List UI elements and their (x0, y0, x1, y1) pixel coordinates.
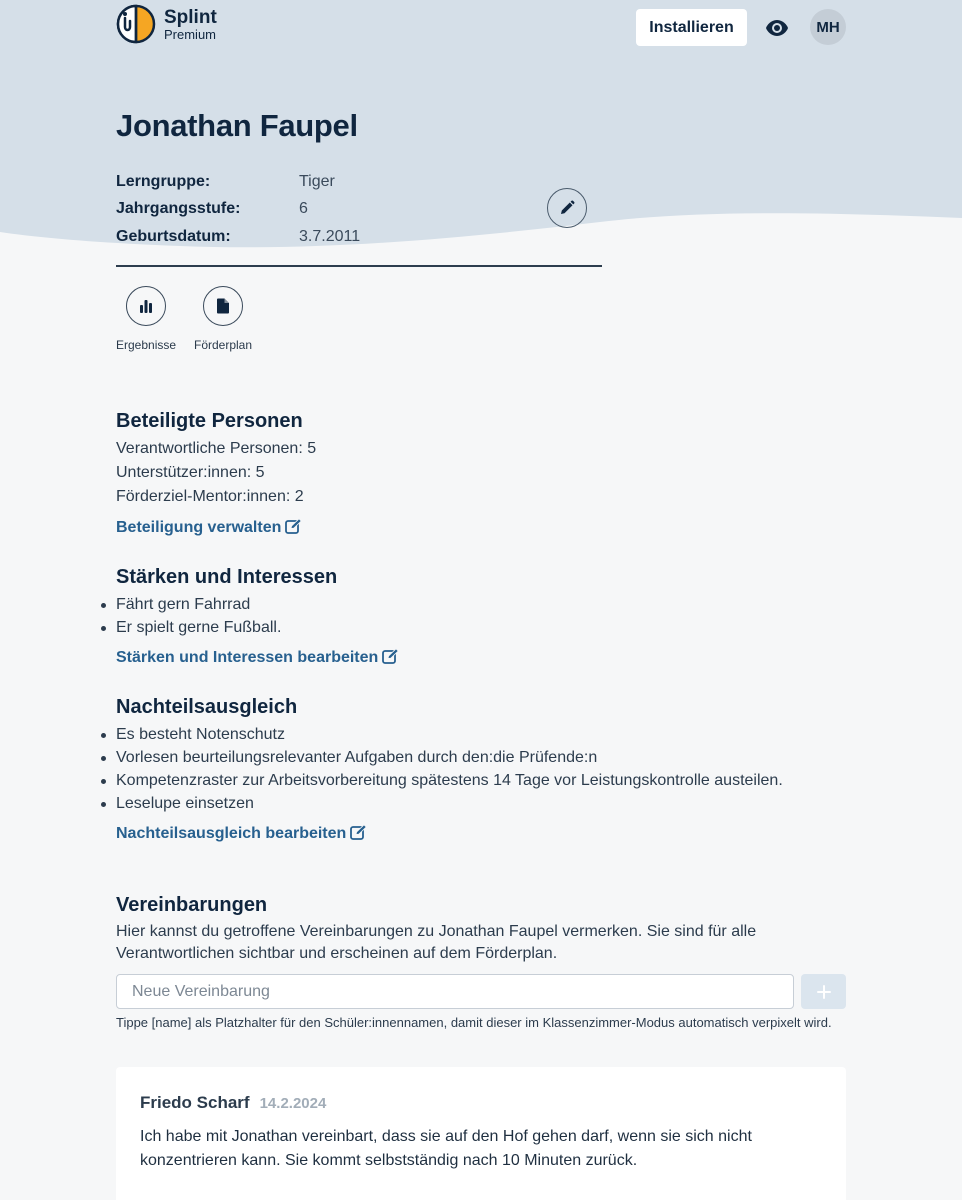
edit-square-icon (285, 518, 303, 535)
info-line: Verantwortliche Personen: 5 (116, 440, 317, 457)
student-details (116, 168, 360, 251)
edit-student-button[interactable] (547, 188, 587, 228)
list-item: Fährt gern Fahrrad (116, 593, 400, 616)
splint-logo-icon (116, 4, 156, 44)
brand-subtitle: Premium (164, 26, 217, 42)
placeholder-hint: Tippe [name] als Platzhalter für den Schüler:innennamen, damit dieser im Klassenzimmer-Modus automatisch verpixelt wird. (116, 1015, 832, 1030)
section-description: Hier kannst du getroffene Vereinbarungen zu Jonathan Faupel vermerken. Sie sind für alle Verantwortlichen sichtbar und erscheinen auf dem Förderplan. (116, 923, 757, 962)
action-label: Ergebnisse (116, 338, 177, 352)
plus-icon (817, 985, 831, 999)
section-title: Beteiligte Personen (116, 410, 303, 432)
detail-label: Lerngruppe: (116, 172, 211, 190)
info-line: Unterstützer:innen: 5 (116, 464, 265, 481)
agreement-text: Ich habe mit Jonathan vereinbart, dass sie auf den Hof gehen darf, wenn sie sich nicht konzentrieren kann. Sie kommt selbstständig nach 10 Minuten zurück. (140, 1128, 752, 1169)
agreement-card (116, 1067, 846, 1200)
app-logo[interactable] (116, 4, 217, 44)
detail-label: Geburtsdatum: (116, 227, 231, 245)
detail-label: Jahrgangsstufe: (116, 200, 241, 218)
list-item: Leselupe einsetzen (116, 792, 783, 815)
strengths-list (116, 593, 400, 639)
new-agreement-input[interactable] (116, 974, 794, 1009)
detail-row-lerngruppe (116, 168, 360, 196)
section-title: Vereinbarungen (116, 894, 268, 916)
brand-name: Splint (164, 6, 217, 28)
action-icon-circle (203, 286, 243, 326)
pencil-icon (559, 200, 575, 216)
detail-row-jahrgangsstufe (116, 196, 360, 224)
document-icon (216, 298, 230, 314)
agreement-date: 14.2.2024 (259, 1095, 327, 1112)
compensation-list (116, 723, 783, 815)
info-line: Förderziel-Mentor:innen: 2 (116, 488, 304, 505)
link-label: Stärken und Interessen bearbeiten (116, 649, 379, 666)
user-avatar[interactable]: MH (810, 9, 846, 45)
link-label: Beteiligung verwalten (116, 519, 282, 536)
action-ergebnisse[interactable] (116, 286, 176, 352)
edit-strengths-link[interactable] (116, 649, 400, 667)
add-agreement-button[interactable] (801, 974, 846, 1009)
edit-square-icon (382, 648, 400, 665)
link-label: Nachteilsausgleich bearbeiten (116, 825, 347, 842)
action-label: Förderplan (194, 338, 253, 352)
section-title: Nachteilsausgleich (116, 696, 298, 718)
bar-chart-icon (138, 298, 154, 314)
list-item: Es besteht Notenschutz (116, 723, 783, 746)
section-vereinbarungen (116, 894, 836, 965)
action-icon-circle (126, 286, 166, 326)
edit-square-icon (350, 824, 368, 841)
section-nachteilsausgleich (116, 696, 783, 843)
section-staerken-interessen (116, 566, 400, 667)
detail-row-geburtsdatum (116, 223, 360, 251)
list-item: Er spielt gerne Fußball. (116, 616, 400, 639)
edit-compensation-link[interactable] (116, 825, 368, 843)
action-foerderplan[interactable] (194, 286, 252, 352)
detail-value: 6 (299, 200, 308, 218)
student-name: Jonathan Faupel (116, 108, 358, 143)
agreement-header (140, 1093, 822, 1113)
section-divider (116, 265, 602, 267)
list-item: Vorlesen beurteilungsrelevanter Aufgaben durch den:die Prüfende:n (116, 746, 783, 769)
detail-value: 3.7.2011 (299, 227, 361, 245)
eye-icon (765, 19, 789, 37)
install-button[interactable]: Installieren (636, 9, 747, 46)
list-item: Kompetenzraster zur Arbeitsvorbereitung spätestens 14 Tage vor Leistungskontrolle austeilen. (116, 769, 783, 792)
visibility-toggle-button[interactable] (762, 14, 792, 42)
section-title: Stärken und Interessen (116, 566, 338, 588)
detail-value: Tiger (299, 172, 335, 190)
section-beteiligte-personen (116, 410, 316, 537)
manage-participation-link[interactable] (116, 519, 303, 537)
agreement-author: Friedo Scharf (140, 1093, 250, 1112)
